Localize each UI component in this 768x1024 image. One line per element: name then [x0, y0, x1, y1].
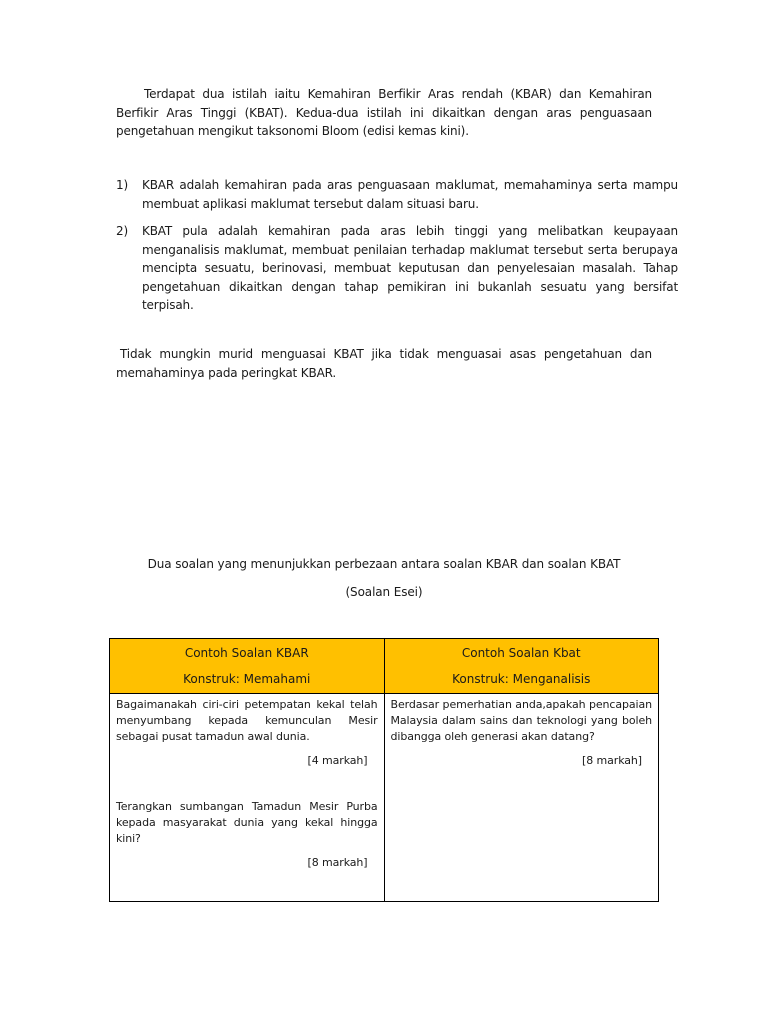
question-text: Terangkan sumbangan Tamadun Mesir Purba kepada masyarakat dunia yang kekal hingga kini? — [116, 800, 378, 845]
comparison-table — [109, 638, 659, 902]
intro-text: Terdapat dua istilah iaitu Kemahiran Berfikir Aras rendah (KBAR) dan Kemahiran Berfikir Aras Tinggi (KBAT). Kedua-dua istilah ini dikaitkan dengan aras penguasaan pengetahuan mengikut taksonomi Bloom (edisi kemas kini). — [116, 87, 652, 138]
closing-paragraph — [116, 345, 652, 382]
list-text: KBAR adalah kemahiran pada aras penguasaan maklumat, memahaminya serta mampu membuat aplikasi maklumat tersebut dalam situasi baru. — [142, 178, 678, 211]
header-kbat — [384, 639, 659, 694]
question-text: Bagaimanakah ciri-ciri petempatan kekal telah menyumbang kepada kemunculan Mesir sebagai pusat tamadun awal dunia. — [116, 698, 378, 743]
question-marks: [4 markah] — [307, 754, 368, 767]
table-subcaption: (Soalan Esei) — [345, 585, 423, 599]
header-title: Contoh Soalan Kbat — [461, 646, 581, 660]
header-construct: Konstruk: Memahami — [183, 672, 311, 686]
kbat-cell — [384, 694, 659, 902]
list-number: 2) — [116, 224, 129, 238]
header-title: Contoh Soalan KBAR — [184, 646, 309, 660]
closing-text: Tidak mungkin murid menguasai KBAT jika tidak menguasai asas pengetahuan dan memahaminya pada peringkat KBAR. — [116, 347, 652, 380]
question-marks: [8 markah] — [307, 856, 368, 869]
table-caption: Dua soalan yang menunjukkan perbezaan antara soalan KBAR dan soalan KBAT — [147, 557, 621, 571]
list-item — [116, 222, 678, 315]
question-marks: [8 markah] — [582, 754, 642, 767]
kbar-cell — [110, 694, 385, 902]
list-item — [116, 176, 678, 213]
header-construct: Konstruk: Menganalisis — [452, 672, 591, 686]
list-text: KBAT pula adalah kemahiran pada aras lebih tinggi yang melibatkan keupayaan menganalisis maklumat, membuat penilaian terhadap maklumat tersebut serta berupaya mencipta sesuatu, berinovasi, membuat keputusan dan penyelesaian masalah. Tahap pengetahuan dikaitkan dengan tahap pemikiran ini bukanlah sesuatu yang bersifat terpisah. — [142, 224, 678, 312]
definition-list — [116, 0, 678, 320]
spacer — [116, 769, 378, 799]
header-kbar — [110, 639, 385, 694]
question-text: Berdasar pemerhatian anda,apakah pencapaian Malaysia dalam sains dan teknologi yang boleh dibangga oleh generasi akan datang? — [390, 698, 652, 743]
list-number: 1) — [116, 178, 129, 192]
